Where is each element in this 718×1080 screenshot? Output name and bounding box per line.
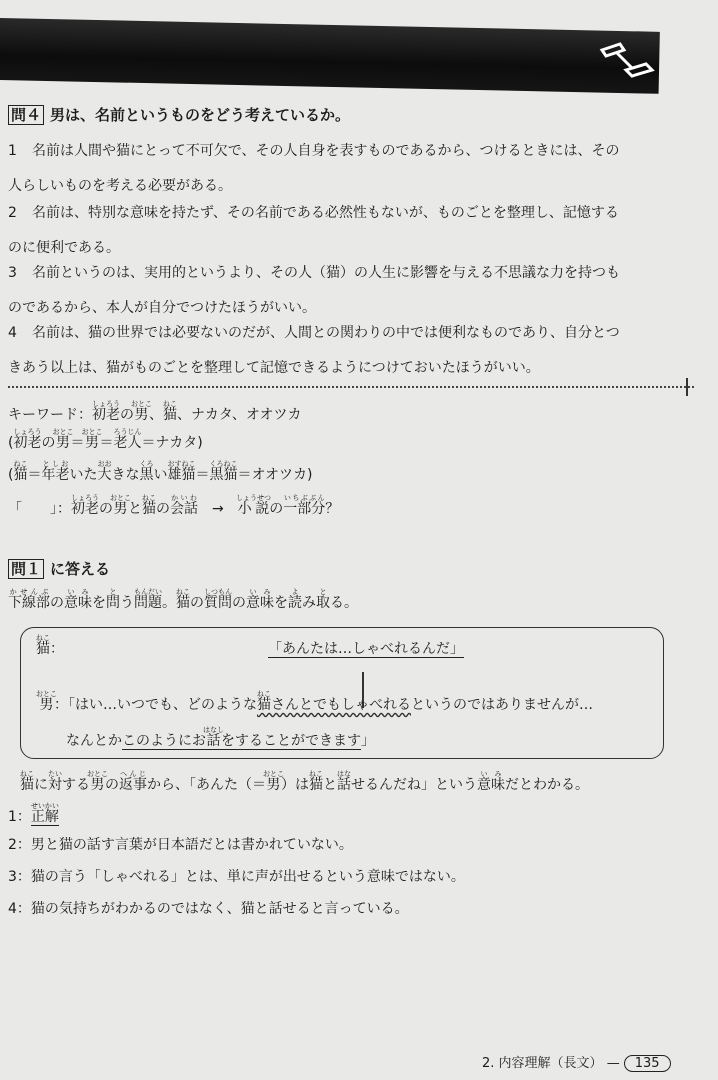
cat-quote-text: 「あんたは…しゃべれるんだ」 [268, 641, 464, 657]
text: の [120, 407, 134, 423]
option-text-line: のであるから、本人が自分でつけたほうがいい。 [8, 300, 316, 316]
option-1 [8, 134, 698, 204]
dotted-separator [8, 386, 694, 388]
identity-line-cat: (猫ねこ＝年老としおいた大おおきな黒くろい雄猫おすねこ＝黒猫くろねこ＝オオツカ) [8, 460, 313, 483]
separator-end-mark [686, 378, 688, 396]
option-4 [8, 316, 698, 386]
option-text-line: のに便利である。 [8, 240, 120, 256]
keyword-line [8, 400, 301, 424]
answer-1: 1：正解せいかい [8, 802, 59, 825]
page-footer: 2. 内容理解（長文） — 135 [482, 1052, 671, 1072]
text: 、ナカタ、オオツカ [177, 407, 302, 423]
option-text-line: 名前は、猫の世界では必要ないのだが、人間との関わりの中では便利なものであり、自分とつ [32, 325, 620, 341]
identity-line-man: (初老しょろうの男おとこ＝男おとこ＝老人ろうじん＝ナカタ) [8, 428, 203, 451]
option-text-line: 名前というのは、実用的というより、その人（猫）の人生に影響を与える不思議な力を持つも [32, 265, 620, 281]
option-number: 3 [8, 265, 17, 281]
question-4-text: 男は、名前というものをどう考えているか。 [50, 106, 351, 124]
man-line-1: 男おとこ：「はい…いつでも、どのような猫ねこさんとでもしゃべれるというのではありませんが… [36, 690, 593, 713]
answer-3: 3：猫の言う「しゃべれる」とは、単に声が出せるという意味ではない。 [8, 869, 465, 885]
question-1-label: 問１ [8, 559, 44, 579]
conversation-line: 「 」：初老しょろうの男おとこと猫ねこの会話かいわ → 小説しょうせつの一部分いちぶぶん？ [8, 494, 340, 517]
cat-speaker: 猫ねこ： [36, 634, 64, 657]
option-text-line: 名前は、特別な意味を持たず、その名前である必然性もないが、ものごとを整理し、記憶する [32, 205, 619, 221]
keyword-prefix: キーワード： [8, 407, 92, 423]
question-1-heading [8, 558, 110, 579]
question-4-heading [8, 104, 698, 125]
option-text-line: 人らしいものを考える必要がある。 [8, 178, 232, 194]
text: 、 [149, 407, 163, 423]
option-text-line: 名前は人間や猫にとって不可欠で、その人自身を表すものであるから、つけるときには、その [32, 143, 620, 159]
cat-quote [268, 638, 464, 658]
question-1-instruction: 下線部かせんぶの意味いみを問とう問題もんだい。猫ねこの質問しつもんの意味いみを読よみ取とる。 [8, 588, 358, 611]
option-number: 1 [8, 143, 17, 159]
question-1-heading-text: に答える [50, 560, 111, 578]
footer-section: 2. 内容理解（長文） [482, 1056, 603, 1071]
ruby-word: 男おとこ [131, 400, 152, 423]
man-line-2: なんとかこのようにお話はなしをすることができます」 [66, 726, 375, 749]
page-number: 135 [624, 1055, 671, 1072]
option-number: 2 [8, 205, 17, 221]
option-text-line: きあう以上は、猫がものごとを整理して記憶できるようにつけておいたほうがいい。 [8, 360, 540, 376]
question-4-label: 問４ [8, 105, 44, 125]
option-number: 4 [8, 325, 17, 341]
ruby-word: 初老しょろう [92, 400, 120, 423]
conclusion-text: 猫ねこに対たいする男おとこの返事へんじから、「あんた（＝男おとこ）は猫ねこと話はなせるんだね」という意味いみだとわかる。 [20, 770, 589, 793]
ruby-word: 猫ねこ [163, 400, 177, 423]
chapter-logo-icon [598, 40, 656, 80]
answer-4: 4：猫の気持ちがわかるのではなく、猫と話せると言っている。 [8, 901, 409, 917]
header-bar [0, 18, 660, 94]
answer-2: 2：男と猫の話す言葉が日本語だとは書かれていない。 [8, 837, 353, 853]
